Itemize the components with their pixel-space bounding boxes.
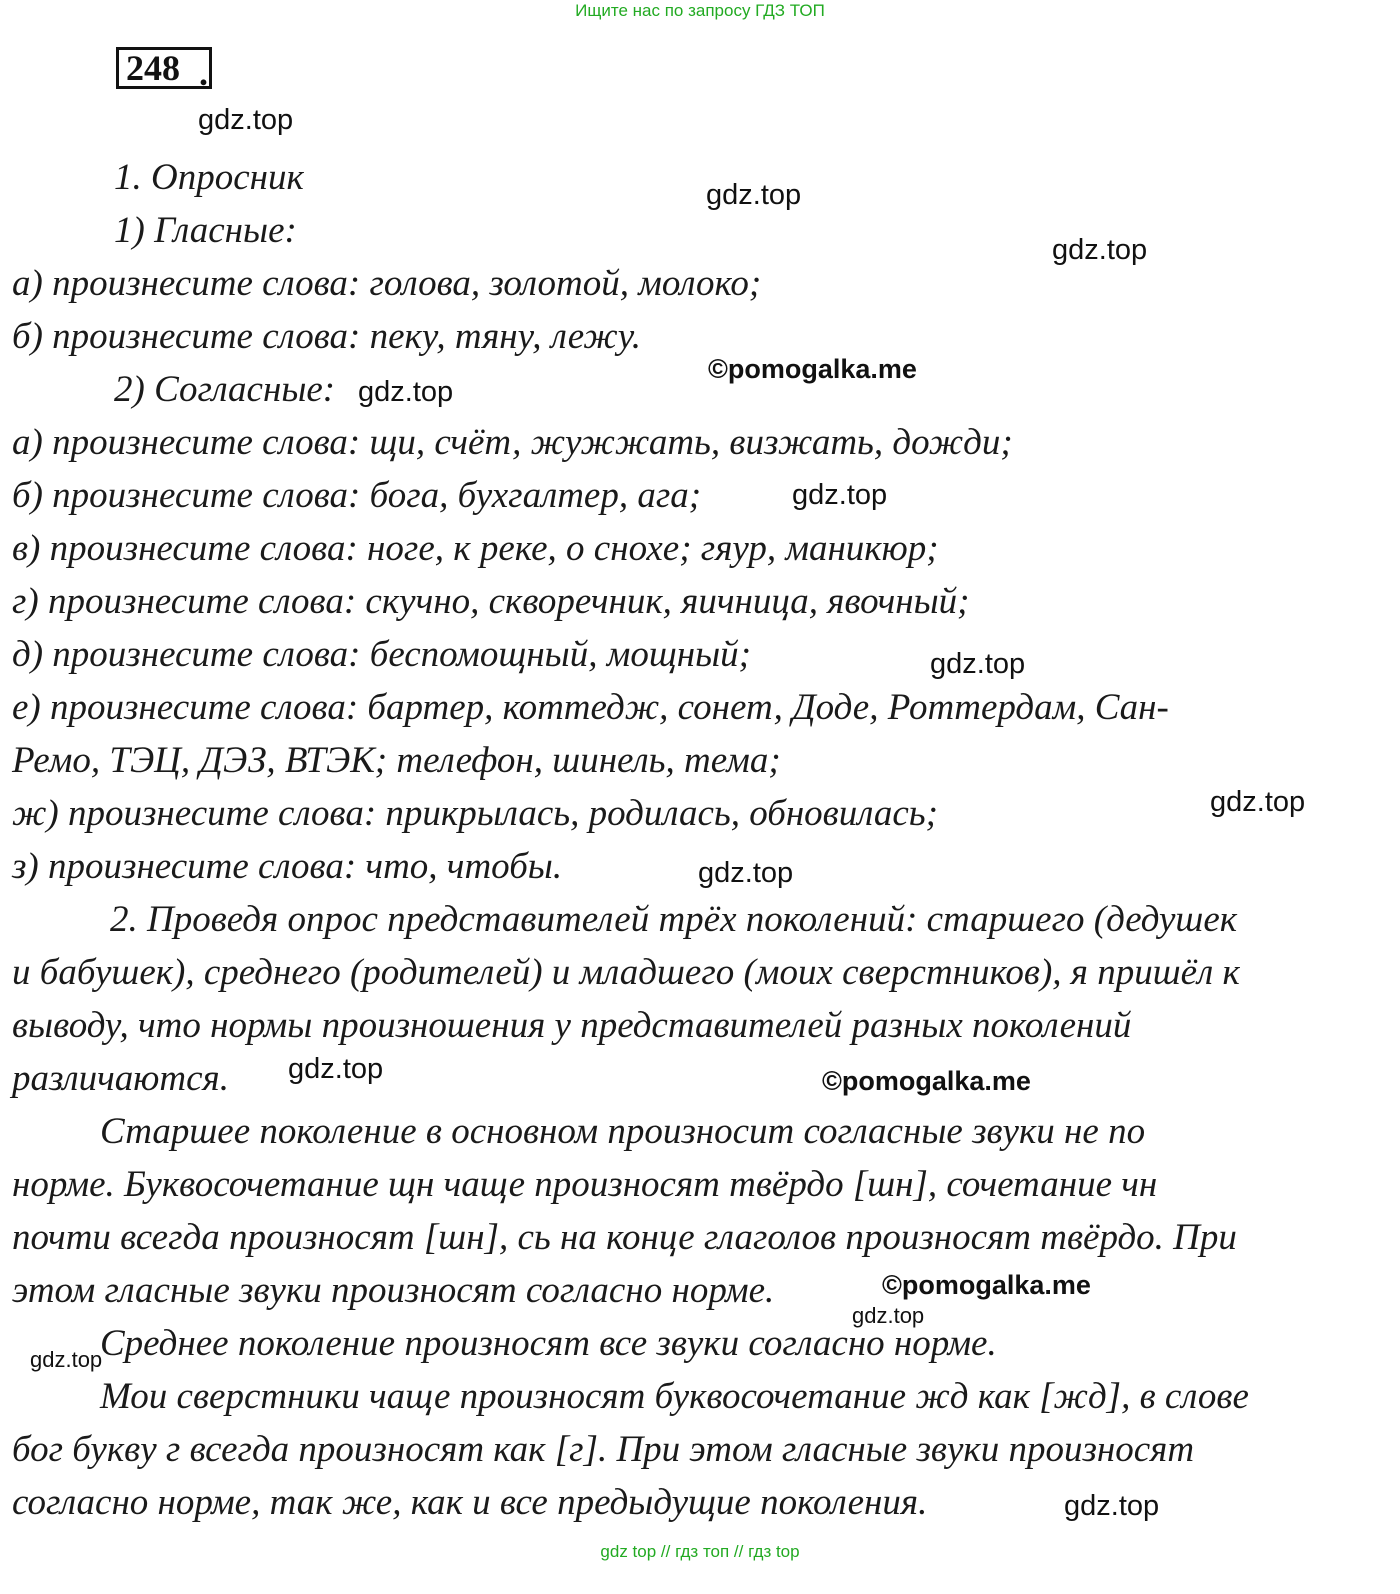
watermark-pomogalka: ©pomogalka.me [708, 354, 917, 384]
text-line: а) произнесите слова: щи, счёт, жужжать, визжать, дожди; [12, 422, 1013, 463]
task-number-dot: . [199, 53, 208, 93]
text-line: Среднее поколение произносят все звуки согласно норме. [100, 1323, 997, 1364]
text-line: различаются. [12, 1058, 229, 1099]
task-number-box: 248 [116, 47, 212, 89]
text-line: е) произнесите слова: бартер, коттедж, сонет, Доде, Роттердам, Сан- [12, 687, 1169, 728]
text-line: д) произнесите слова: беспомощный, мощный; [12, 634, 752, 675]
watermark-gdz: gdz.top [288, 1053, 384, 1085]
text-line: Старшее поколение в основном произносит согласные звуки не по [100, 1111, 1146, 1152]
text-line: 1) Гласные: [114, 210, 297, 251]
watermark-gdz: gdz.top [1210, 786, 1306, 818]
text-line: выводу, что нормы произношения у представителей разных поколений [12, 1005, 1132, 1046]
watermark-gdz: gdz.top [852, 1303, 925, 1328]
text-line: 2. Проведя опрос представителей трёх поколений: старшего (дедушек [110, 899, 1238, 940]
watermark-gdz: gdz.top [358, 376, 454, 408]
text-line: Мои сверстники чаще произносят буквосочетание жд как [жд], в слове [100, 1376, 1249, 1417]
text-line: а) произнесите слова: голова, золотой, молоко; [12, 263, 762, 304]
text-line: норме. Буквосочетание щн чаще произносят твёрдо [шн], сочетание чн [12, 1164, 1158, 1205]
text-line: б) произнесите слова: пеку, тяну, лежу. [12, 316, 642, 357]
text-line: почти всегда произносят [шн], сь на конце глаголов произносят твёрдо. При [12, 1217, 1237, 1258]
top-banner: Ищите нас по запросу ГДЗ ТОП [575, 1, 825, 20]
text-line: з) произнесите слова: что, чтобы. [12, 846, 563, 887]
watermark-gdz: gdz.top [30, 1347, 103, 1372]
text-line: бог букву г всегда произносят как [г]. При этом гласные звуки произносят [12, 1429, 1195, 1470]
text-line: и бабушек), среднего (родителей) и младшего (моих сверстников), я пришёл к [12, 952, 1240, 993]
text-line: 1. Опросник [114, 157, 304, 198]
text-line: этом гласные звуки произносят согласно норме. [12, 1270, 775, 1311]
footer-links: gdz top // гдз топ // гдз top [600, 1542, 800, 1561]
watermark-gdz: gdz.top [706, 179, 802, 211]
watermark-pomogalka: ©pomogalka.me [882, 1270, 1091, 1300]
text-line: в) произнесите слова: ноге, к реке, о снохе; гяур, маникюр; [12, 528, 939, 569]
watermark-gdz: gdz.top [1052, 234, 1148, 266]
text-line: ж) произнесите слова: прикрылась, родилась, обновилась; [12, 793, 938, 834]
watermark-gdz: gdz.top [698, 857, 794, 889]
watermark-gdz: gdz.top [930, 648, 1026, 680]
watermark-pomogalka: ©pomogalka.me [822, 1066, 1031, 1096]
text-line: Ремо, ТЭЦ, ДЭЗ, ВТЭК; телефон, шинель, тема; [12, 740, 781, 781]
text-line: 2) Согласные: [114, 369, 336, 410]
watermark-gdz: gdz.top [792, 479, 888, 511]
watermark-gdz: gdz.top [198, 104, 294, 136]
text-line: согласно норме, так же, как и все предыдущие поколения. [12, 1482, 928, 1523]
text-line: б) произнесите слова: бога, бухгалтер, ага; [12, 475, 702, 516]
watermark-gdz: gdz.top [1064, 1490, 1160, 1522]
text-line: г) произнесите слова: скучно, скворечник, яичница, явочный; [12, 581, 970, 622]
